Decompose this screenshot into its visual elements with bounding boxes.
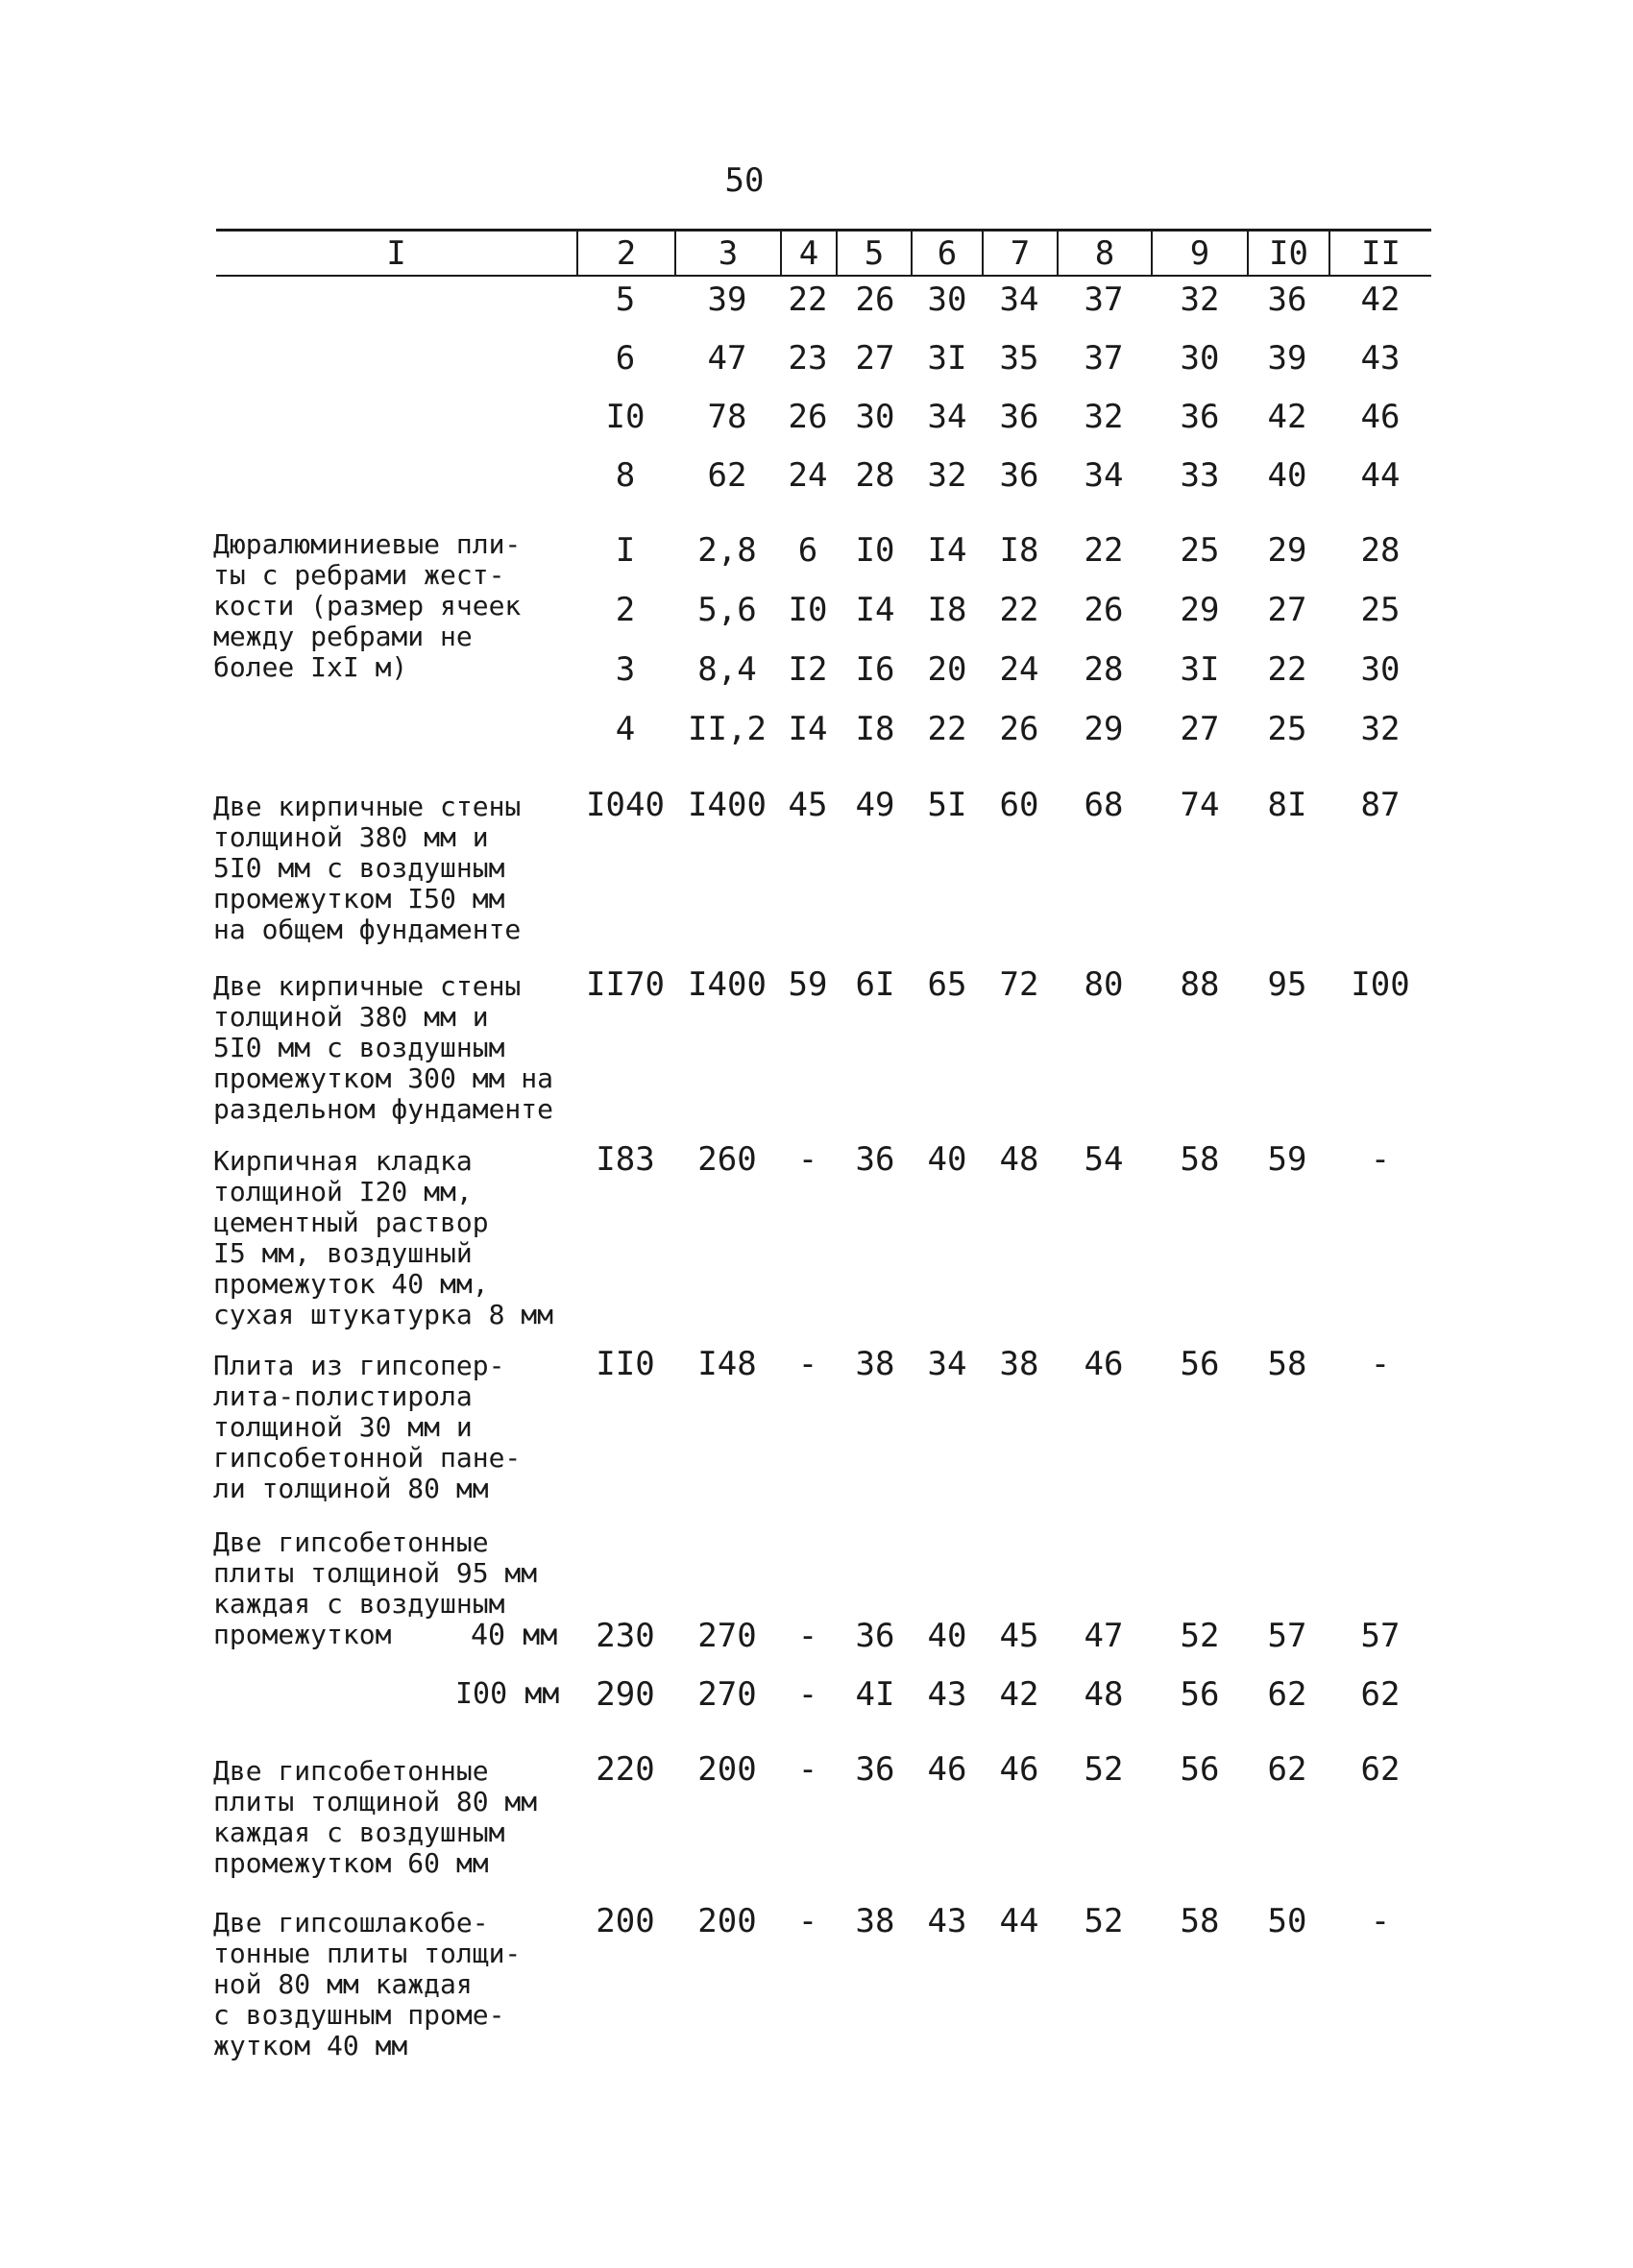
table-cell: 25 [1267,710,1307,748]
table-cell: 50 [1267,1902,1307,1940]
row-values [0,280,1633,319]
table-cell: 34 [927,1345,967,1383]
row-values [0,650,1633,689]
table-cell: 46 [927,1750,967,1789]
table-cell: I48 [697,1345,757,1383]
table-cell: 57 [1267,1617,1307,1655]
table-cell: 52 [1084,1750,1124,1789]
table-cell: 88 [1180,965,1220,1004]
row-values [0,531,1633,570]
row-label: Плита из гипсопер- лита-полистирола толщиной 30 мм и гипсобетонной пане- ли толщиной 80 мм [213,1350,522,1504]
table-cell: 20 [927,650,967,689]
table-cell: - [797,1902,818,1940]
table-cell: 37 [1084,339,1124,378]
table-cell: 58 [1180,1902,1220,1940]
table-cell: 2,8 [697,531,757,570]
table-cell: 32 [927,456,967,495]
header-bottom-rule [216,275,1431,277]
table-cell: 22 [788,280,828,319]
table-cell: 58 [1180,1140,1220,1179]
row-values [0,1902,1633,1940]
row-values [0,710,1633,748]
table-cell: 6 [797,531,818,570]
table-cell: - [797,1140,818,1179]
table-cell: 3I [1180,650,1220,689]
table-cell: 26 [999,710,1039,748]
table-cell: I83 [596,1140,655,1179]
row-label: Две гипсошлакобе- тонные плиты толщи- ной 80 мм каждая с воздушным проме- жутком 40 мм [213,1907,522,2061]
table-cell: 56 [1180,1675,1220,1714]
table-cell: 47 [707,339,747,378]
table-cell: 23 [788,339,828,378]
table-cell: 29 [1084,710,1124,748]
row-label: Две кирпичные стены толщиной 380 мм и 5I0 мм с воздушным промежутком I50 мм на общем фундаменте [213,791,522,945]
table-cell: 220 [596,1750,655,1789]
table-cell: 5I [927,786,967,824]
table-cell: 56 [1180,1750,1220,1789]
table-cell: 34 [999,280,1039,319]
table-cell: 25 [1180,531,1220,570]
table-cell: 58 [1267,1345,1307,1383]
table-cell: 8 [615,456,636,495]
table-cell: 22 [1267,650,1307,689]
row-label: Две гипсобетонные плиты толщиной 95 мм каждая с воздушным промежутком [213,1526,538,1650]
table-cell: 39 [707,280,747,319]
table-cell: 32 [1360,710,1401,748]
table-cell: 26 [855,280,895,319]
table-cell: I4 [788,710,828,748]
page-number: 50 [724,161,765,200]
table-cell: 200 [697,1750,757,1789]
row-sublabel: I00 мм [455,1677,560,1711]
table-cell: 28 [855,456,895,495]
table-cell: 30 [927,280,967,319]
table-cell: 3I [927,339,967,378]
table-cell: I [615,531,636,570]
table-cell: 33 [1180,456,1220,495]
table-cell: 60 [999,786,1039,824]
header-col-11: II [1361,234,1401,273]
table-cell: 48 [1084,1675,1124,1714]
table-cell: 200 [697,1902,757,1940]
header-col-6: 6 [937,234,958,273]
table-cell: 22 [927,710,967,748]
table-cell: - [1370,1345,1391,1383]
table-cell: 29 [1267,531,1307,570]
row-label: Две кирпичные стены толщиной 380 мм и 5I0 мм с воздушным промежутком 300 мм на раздельном фундаменте [213,970,554,1125]
row-values [0,965,1633,1004]
header-col-10: I0 [1269,234,1308,273]
table-cell: I2 [788,650,828,689]
table-cell: 74 [1180,786,1220,824]
table-cell: 34 [927,398,967,436]
table-cell: 35 [999,339,1039,378]
table-cell: 42 [1360,280,1401,319]
table-cell: 230 [596,1617,655,1655]
table-cell: I8 [999,531,1039,570]
table-cell: I6 [855,650,895,689]
table-cell: - [797,1750,818,1789]
table-cell: 40 [1267,456,1307,495]
table-cell: 34 [1084,456,1124,495]
table-cell: 8,4 [697,650,757,689]
row-values [0,1750,1633,1789]
table-cell: 52 [1180,1617,1220,1655]
table-cell: 72 [999,965,1039,1004]
header-col-7: 7 [1010,234,1031,273]
table-cell: II,2 [688,710,767,748]
header-col-2: 2 [616,234,637,273]
table-cell: 42 [999,1675,1039,1714]
table-cell: - [797,1675,818,1714]
row-values [0,456,1633,495]
table-cell: I400 [688,786,767,824]
table-cell: 39 [1267,339,1307,378]
table-cell: 36 [999,456,1039,495]
table-cell: 87 [1360,786,1401,824]
table-cell: 57 [1360,1617,1401,1655]
row-values [0,591,1633,629]
table-cell: 36 [1267,280,1307,319]
row-values [0,1345,1633,1383]
table-cell: 59 [788,965,828,1004]
table-cell: 30 [855,398,895,436]
table-cell: 32 [1084,398,1124,436]
table-cell: 270 [697,1617,757,1655]
row-label: Дюралюминиевые пли- ты с ребрами жест- кости (размер ячеек между ребрами не более IxI м) [213,528,522,683]
table-cell: I8 [927,591,967,629]
table-cell: 25 [1360,591,1401,629]
table-cell: I0 [855,531,895,570]
table-cell: 36 [855,1140,895,1179]
table-cell: 68 [1084,786,1124,824]
table-cell: 44 [1360,456,1401,495]
table-cell: 46 [1084,1345,1124,1383]
table-cell: 22 [999,591,1039,629]
table-cell: I400 [688,965,767,1004]
table-cell: 26 [788,398,828,436]
table-cell: 62 [707,456,747,495]
table-cell: 270 [697,1675,757,1714]
table-cell: 95 [1267,965,1307,1004]
table-cell: 36 [1180,398,1220,436]
table-cell: 4 [615,710,636,748]
table-cell: II70 [586,965,665,1004]
row-values [0,1617,1633,1655]
table-cell: I040 [586,786,665,824]
table-cell: 200 [596,1902,655,1940]
header-top-rule [216,229,1431,232]
table-cell: 5,6 [697,591,757,629]
table-cell: 62 [1267,1750,1307,1789]
table-cell: 37 [1084,280,1124,319]
table-cell: 40 [927,1617,967,1655]
row-values [0,398,1633,436]
table-cell: II0 [596,1345,655,1383]
table-cell: 46 [1360,398,1401,436]
table-cell: 43 [1360,339,1401,378]
table-cell: 42 [1267,398,1307,436]
table-cell: 32 [1180,280,1220,319]
table-cell: 65 [927,965,967,1004]
table-cell: 38 [999,1345,1039,1383]
table-cell: - [1370,1902,1391,1940]
header-col-1: I [386,234,406,273]
table-cell: 4I [855,1675,895,1714]
header-col-9: 9 [1189,234,1210,273]
table-cell: 26 [1084,591,1124,629]
table-cell: 47 [1084,1617,1124,1655]
row-sublabel: 40 мм [471,1619,558,1652]
table-cell: 24 [999,650,1039,689]
header-col-4: 4 [798,234,819,273]
row-values [0,1675,1633,1714]
table-cell: 28 [1084,650,1124,689]
table-cell: 48 [999,1140,1039,1179]
table-cell: 49 [855,786,895,824]
row-values [0,339,1633,378]
table-cell: 44 [999,1902,1039,1940]
table-cell: I0 [788,591,828,629]
table-cell: I4 [855,591,895,629]
table-cell: 27 [1180,710,1220,748]
table-cell: 78 [707,398,747,436]
table-cell: I4 [927,531,967,570]
table-cell: 80 [1084,965,1124,1004]
table-cell: 38 [855,1902,895,1940]
table-cell: 29 [1180,591,1220,629]
row-label: Две гипсобетонные плиты толщиной 80 мм каждая с воздушным промежутком 60 мм [213,1755,538,1879]
table-cell: 36 [855,1617,895,1655]
table-cell: 27 [855,339,895,378]
table-cell: 43 [927,1675,967,1714]
table-cell: 22 [1084,531,1124,570]
table-cell: I8 [855,710,895,748]
table-cell: 260 [697,1140,757,1179]
table-cell: 290 [596,1675,655,1714]
table-cell: 40 [927,1140,967,1179]
table-cell: 6 [615,339,636,378]
table-cell: 36 [999,398,1039,436]
table-cell: - [1370,1140,1391,1179]
table-cell: 6I [855,965,895,1004]
header-col-3: 3 [718,234,739,273]
table-cell: 52 [1084,1902,1124,1940]
table-cell: 46 [999,1750,1039,1789]
row-values [0,1140,1633,1179]
table-cell: - [797,1617,818,1655]
table-cell: 3 [615,650,636,689]
table-cell: 43 [927,1902,967,1940]
table-cell: 2 [615,591,636,629]
table-cell: 54 [1084,1140,1124,1179]
table-cell: 8I [1267,786,1307,824]
table-cell: 62 [1360,1675,1401,1714]
table-cell: 62 [1360,1750,1401,1789]
table-cell: 30 [1180,339,1220,378]
table-cell: 38 [855,1345,895,1383]
table-cell: 45 [999,1617,1039,1655]
table-cell: 45 [788,786,828,824]
row-values [0,786,1633,824]
table-cell: 5 [615,280,636,319]
table-cell: I0 [605,398,646,436]
header-col-5: 5 [864,234,885,273]
table-cell: 27 [1267,591,1307,629]
table-cell: I00 [1351,965,1410,1004]
table-cell: 56 [1180,1345,1220,1383]
header-col-8: 8 [1094,234,1115,273]
table-cell: 36 [855,1750,895,1789]
table-cell: 59 [1267,1140,1307,1179]
table-cell: - [797,1345,818,1383]
table-cell: 30 [1360,650,1401,689]
row-label: Кирпичная кладка толщиной I20 мм, цементный раствор I5 мм, воздушный промежуток 40 мм, сухая штукатурка 8 мм [213,1145,554,1330]
table-cell: 24 [788,456,828,495]
table-cell: 28 [1360,531,1401,570]
table-cell: 62 [1267,1675,1307,1714]
